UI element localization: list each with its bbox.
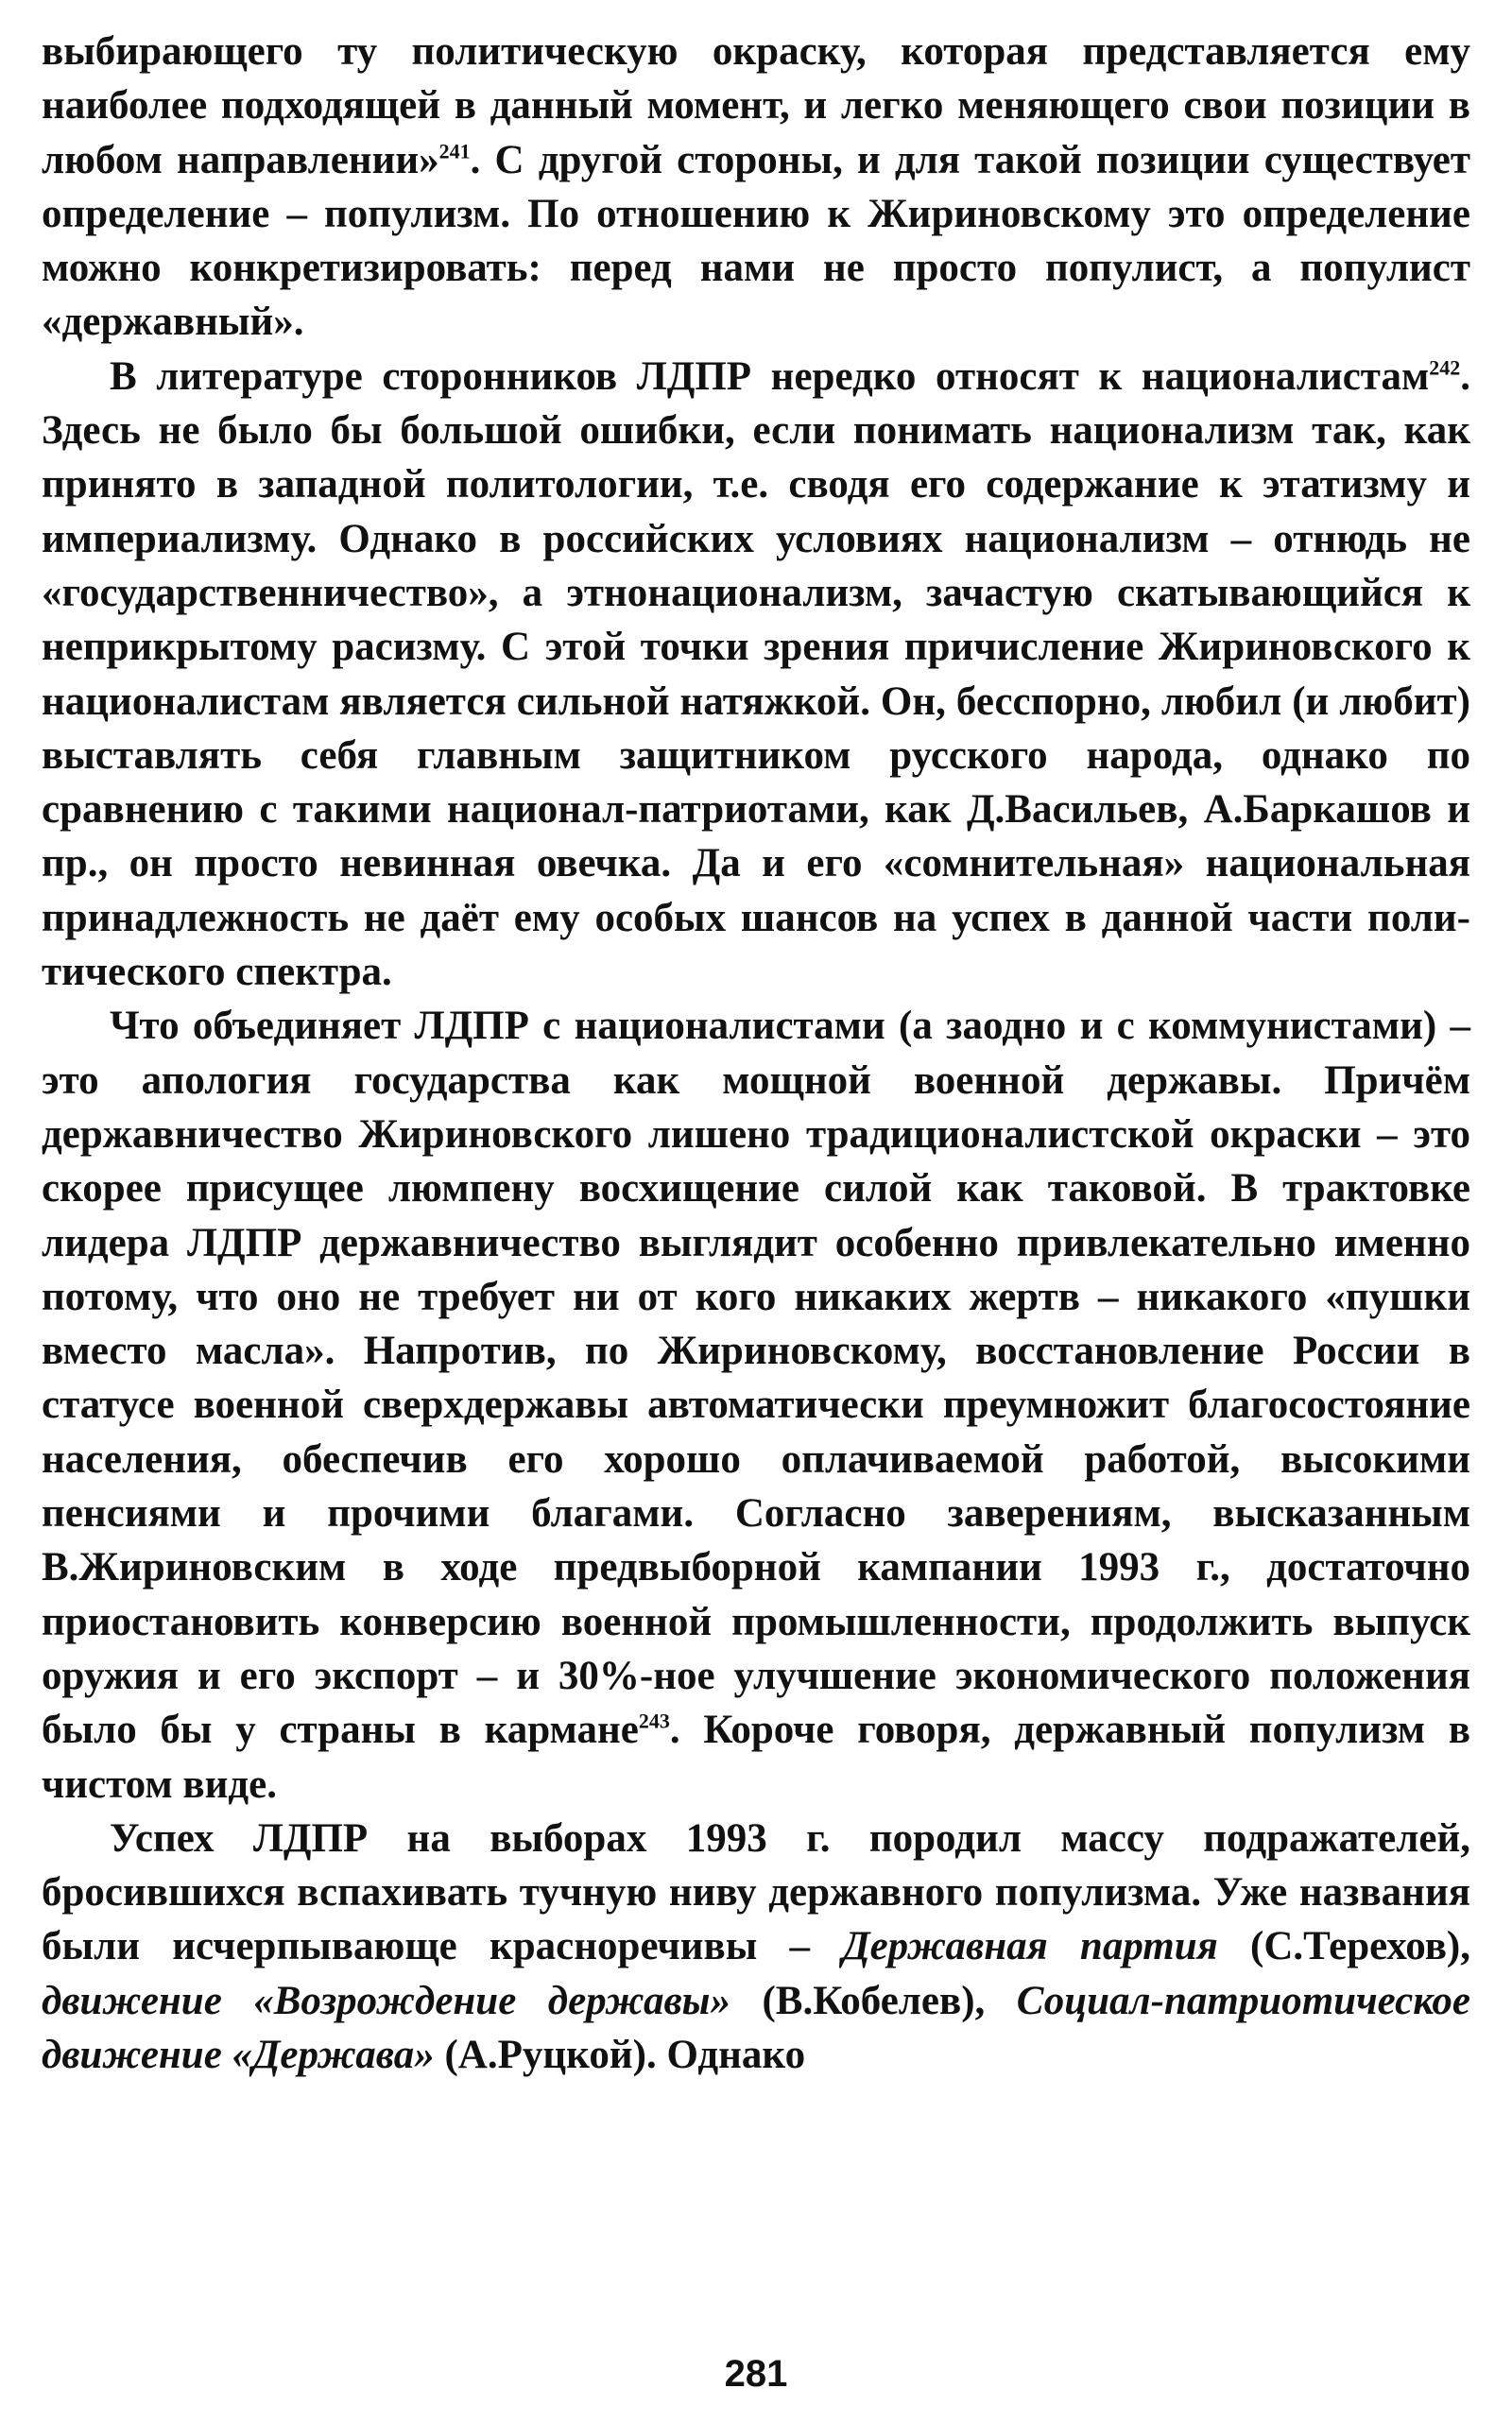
text-run: . Короче говоря, державный популизм в чистом виде. xyxy=(42,1708,1470,1807)
emphasized-name: Социал-патриотическое движение «Держава» xyxy=(42,1978,1470,2077)
paragraph xyxy=(42,999,1470,1811)
text-run: (А.Руцкой). Однако xyxy=(434,2032,806,2077)
text-run: Успех ЛДПР на выборах 1993 г. породил массу подражателей, бросившихся вспахивать тучную ниву державного популизма. Уже названия были исчерпывающе красноречивы – xyxy=(42,1815,1470,1969)
paragraph xyxy=(42,25,1470,350)
text-run: Что объединяет ЛДПР с националистами (а заодно и с коммунистами) – это апология государства как мощной военной державы. Причём державничество Жириновского лишено традиционалистской окраски – это скорее присущее люмпену восхищение силой как таковой. В трактовке лидера ЛДПР державничество выглядит особенно привлекательно именно потому, что оно не требует ни от кого никаких жертв – никакого «пушки вместо масла». Напротив, по Жириновскому, восстановление России в статусе военной сверхдержавы автоматически преумножит благосостояние населения, обеспечив его хорошо оплачиваемой работой, высокими пенсиями и прочими благами. Согласно заверениям, высказанным В.Жириновским в ходе предвыборной кампании 1993 г., достаточно приостановить конверсию военной промышленности, продолжить выпуск оружия и его экспорт – и 30%-ное улучшение экономического положения было бы у страны в кармане xyxy=(42,1004,1470,1753)
text-run: выбирающего ту политическую окраску, которая представляется ему наиболее подходящей в данный момент, и легко меняющего свои позиции в любом направлении» xyxy=(42,29,1470,182)
page-body xyxy=(42,25,1470,2082)
page-number: 281 xyxy=(724,2353,788,2395)
footnote-ref: 243 xyxy=(638,1709,670,1733)
emphasized-name: движение «Возрождение державы» xyxy=(42,1978,731,2023)
paragraph xyxy=(42,350,1470,1000)
paragraph xyxy=(42,1812,1470,2082)
text-run: (В.Кобелев), xyxy=(730,1978,1017,2023)
text-run: . С другой стороны, и для такой позиции существует определение – популизм. По отношению к Жириновскому это определение можно конкретизировать: перед нами не просто популист, а популист «державный». xyxy=(42,137,1471,345)
footnote-ref: 241 xyxy=(438,139,471,163)
emphasized-name: Державная партия xyxy=(842,1924,1218,1969)
text-run: (С.Терехов), xyxy=(1217,1924,1470,1969)
text-run: . Здесь не было бы большой ошибки, если понимать национализм так, как принято в западной политологии, т.е. сводя его содержание к этатизму и империализму. Однако в российских условиях национализм – отнюдь не «государственничество», а этнонационализм, зачастую скатывающийся к неприкрытому расизму. С этой точки зрения причисление Жириновского к националистам является сильной натяжкой. Он, бесспорно, любил (и любит) выставлять себя главным защитником русского народа, однако по сравнению с такими национал-патриотами, как Д.Васильев, А.Баркашов и пр., он просто невинная овечка. Да и его «сомнительная» национальная принадлежность не даёт ему особых шансов на успех в данной части политического спектра. xyxy=(42,353,1470,995)
text-run: В литературе сторонников ЛДПР нередко относят к националистам xyxy=(110,353,1430,399)
footnote-ref: 242 xyxy=(1429,355,1461,380)
